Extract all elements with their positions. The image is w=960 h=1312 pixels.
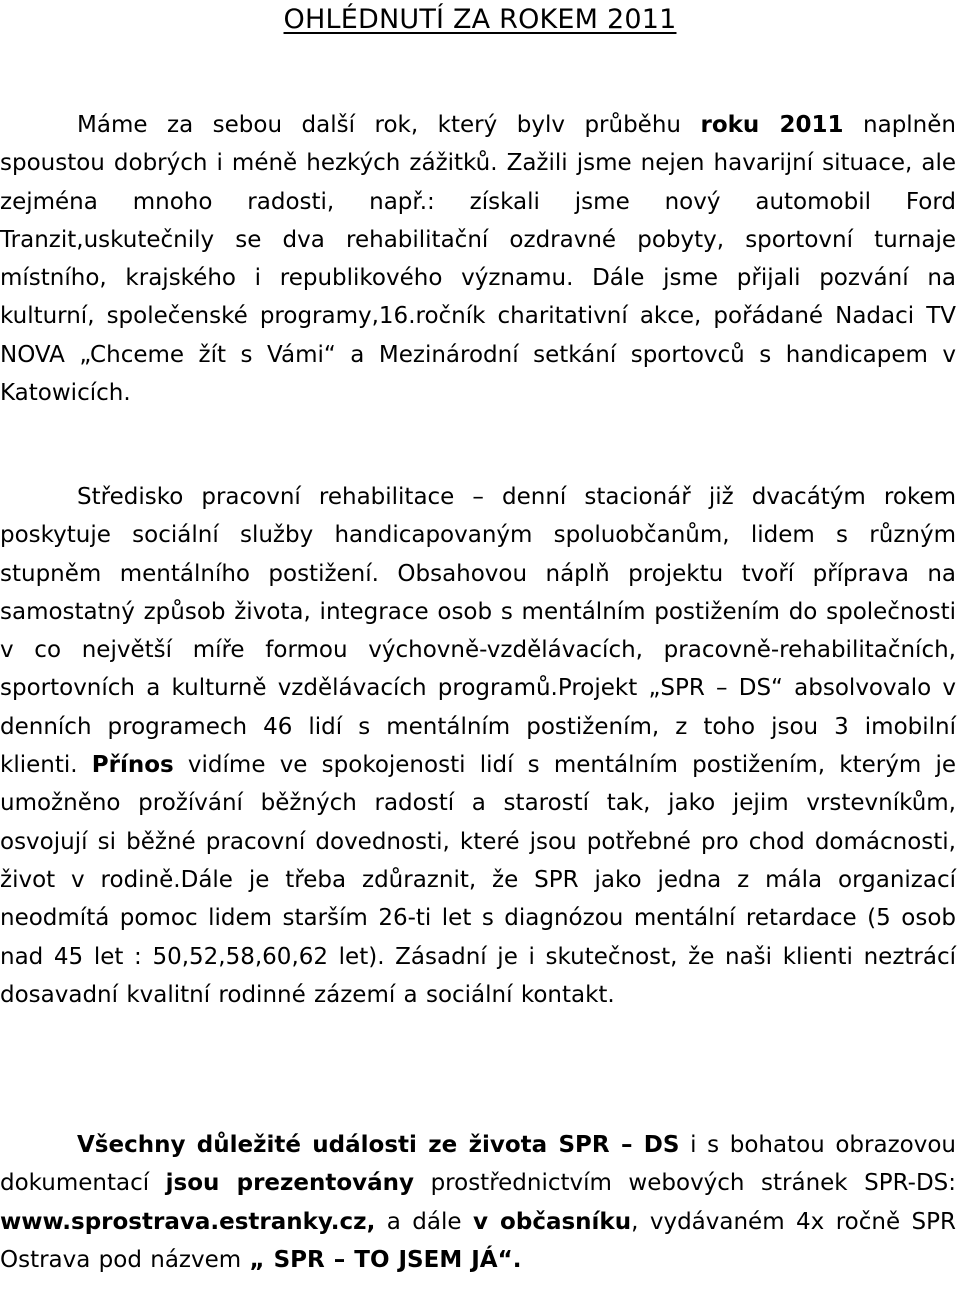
paragraph-emphasis: Přínos [91,752,174,779]
paragraph-text: Máme za sebou další rok, který bylv průběhu [77,112,701,138]
paragraph-emphasis: roku 2011 [700,112,844,138]
paragraph-year-summary [0,106,956,412]
website-url: www.sprostrava.estranky.cz, [0,1208,376,1235]
paragraph-center-description [0,478,956,1014]
page-title: OHLÉDNUTÍ ZA ROKEM 2011 [283,4,677,35]
paragraph-emphasis: v občasníku [472,1208,632,1235]
paragraph-emphasis: jsou prezentovány [165,1170,415,1197]
paragraph-text: naplněn spoustou dobrých i méně hezkých zážitků. Zažili jsme nejen havarijní situace, ale zejména mnoho radosti, např.: získali jsme nový automobil Ford Tranzit,uskutečnily se dva rehabilitační ozdravné pobyty, sportovní turnaje místního, krajského i republikového významu. Dále jsme přijali pozvání na kulturní, společenské programy,16.ročník charitativní akce, pořádané Nadaci TV NOVA „Chceme žít s Vámi“ a Mezinárodní setkání sportovců s handicapem v Katowicích. [0,112,956,407]
paragraph-text: a dále [375,1208,473,1235]
title-container [0,4,960,35]
paragraph-text: Středisko pracovní rehabilitace – denní stacionář již dvacátým rokem poskytuje sociální služby handicapovaným spoluobčanům, lidem s různým stupněm mentálního postižení. Obsahovou náplň projektu tvoří příprava na samostatný způsob života, integrace osob s mentálním postižením do společnosti v co největší míře formou výchovně-vzdělávacích, pracovně-rehabilitačních, sportovních a kulturně vzdělávacích programů.Projekt „SPR – DS“ absolvovalo v denních programech 46 lidí s mentálním postižením, z toho jsou 3 imobilní klienti. [0,484,956,779]
paragraph-text: prostřednictvím webových stránek SPR-DS: [414,1170,957,1197]
paragraph-text: , vydávaném 4x ročně SPR Ostrava pod názvem [0,1208,956,1273]
paragraph-text: vidíme ve spokojenosti lidí s mentálním postižením, kterým je umožněno prožívání běžných radostí a starostí tak, jako jejim vrstevníkům, osvojují si běžné pracovní dovednosti, které jsou potřebné pro chod domácnosti, život v rodině.Dále je třeba zdůraznit, že SPR jako jedna z mála organizací neodmítá pomoc lidem starším 26-ti let s diagnózou mentální retardace (5 osob nad 45 let : 50,52,58,60,62 let). Zásadní je i skutečnost, že naši klienti neztrácí dosavadní kvalitní rodinné zázemí a sociální kontakt. [0,752,956,1008]
newsletter-name: „ SPR – TO JSEM JÁ“. [249,1246,522,1273]
paragraph-presentation [0,1126,956,1279]
paragraph-emphasis: Všechny důležité události ze života SPR – DS [77,1132,680,1158]
paragraph-text: i s bohatou obrazovou dokumentací [0,1132,956,1197]
